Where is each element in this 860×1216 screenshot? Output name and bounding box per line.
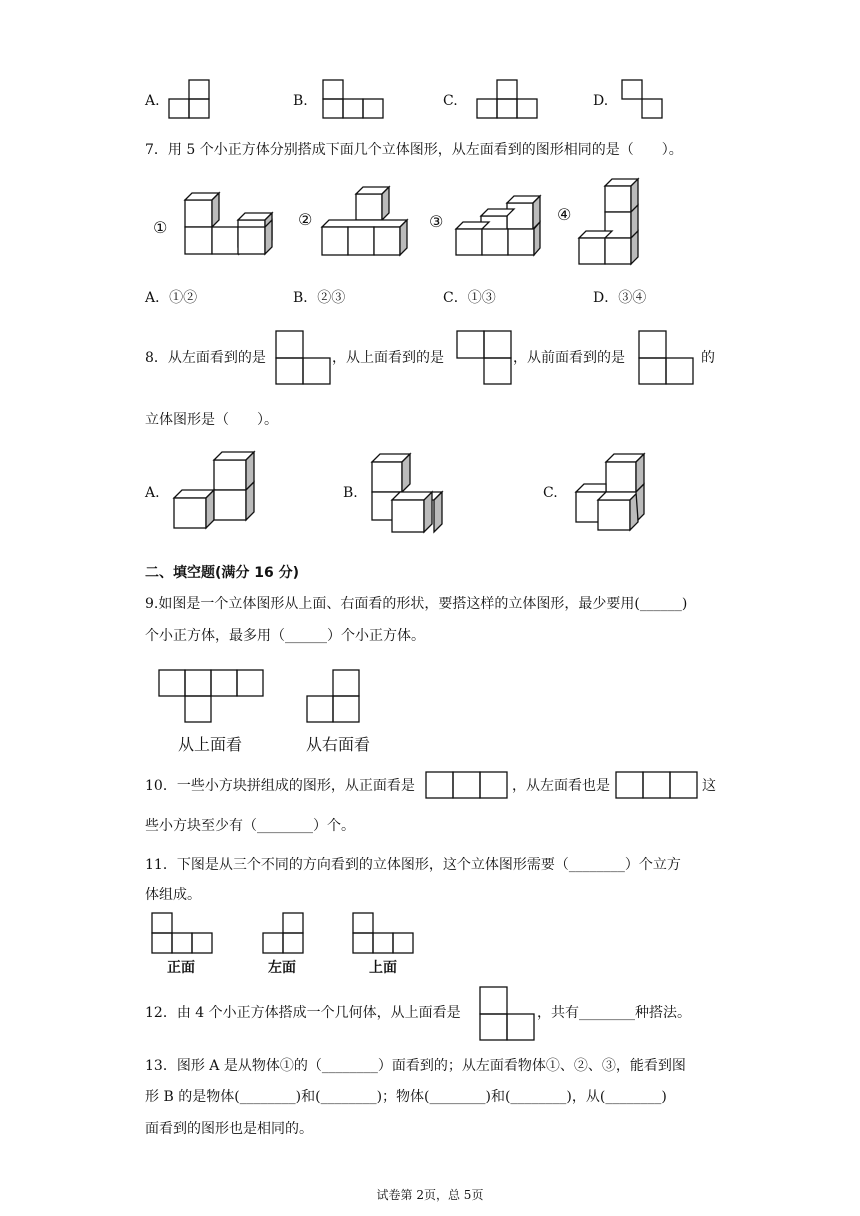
q8-option-b-figure xyxy=(368,448,448,538)
q7-stem: 7．用 5 个小正方体分别搭成下面几个立体图形，从左面看到的图形相同的是（ ）。 xyxy=(145,142,683,158)
q9-right-view xyxy=(306,669,360,723)
q8-top-view xyxy=(456,330,512,386)
q10-front-view xyxy=(425,771,509,799)
q6-option-c-figure xyxy=(476,78,538,120)
q8-option-a-label: A. xyxy=(145,485,160,501)
q11-front-view xyxy=(151,912,215,954)
q9-top-view xyxy=(158,669,264,723)
q9-caption-top: 从上面看 xyxy=(178,735,243,754)
q8-left-view xyxy=(275,330,331,386)
q12-part2: ，共有________种搭法。 xyxy=(537,1005,691,1021)
q7-figure-4 xyxy=(575,176,645,266)
q7-option-b: B．②③ xyxy=(293,290,346,306)
q6-option-a-figure xyxy=(168,78,213,120)
section-2-title: 二、填空题(满分 16 分) xyxy=(145,565,300,581)
q6-option-d-label: D. xyxy=(593,93,609,109)
q11-top-view xyxy=(352,912,416,954)
q7-figure-2 xyxy=(318,182,413,260)
q12-part1: 12．由 4 个小正方体搭成一个几何体，从上面看是 xyxy=(145,1005,461,1021)
q6-option-a-label: A. xyxy=(145,93,160,109)
q6-option-c-label: C. xyxy=(443,93,458,109)
q8-option-c-label: C. xyxy=(543,485,558,501)
q11-left-view xyxy=(262,912,306,954)
q10-part2: ，从左面看也是 xyxy=(512,778,610,794)
q9-line1: 9.如图是一个立体图形从上面、右面看的形状，要搭这样的立体图形，最少要用(______) xyxy=(145,596,688,612)
q6-option-b-figure xyxy=(322,78,384,120)
q10-left-view xyxy=(615,771,699,799)
q8-part4: 的 xyxy=(701,350,715,366)
q12-top-view xyxy=(479,986,535,1042)
q7-figure-3-label: ③ xyxy=(429,212,444,231)
q11-caption-front: 正面 xyxy=(167,960,195,976)
q10-part1: 10．一些小方块拼组成的图形，从正面看是 xyxy=(145,778,415,794)
q13-line1: 13．图形 A 是从物体①的（________）面看到的；从左面看物体①、②、③，能看到图 xyxy=(145,1058,686,1074)
q7-figure-1 xyxy=(180,188,285,258)
q7-figure-1-label: ① xyxy=(153,218,168,237)
q10-part3: 这 xyxy=(702,778,716,794)
q6-option-d-figure xyxy=(621,78,666,120)
q8-line2: 立体图形是（ ）。 xyxy=(145,412,278,428)
q7-option-c: C．①③ xyxy=(443,290,496,306)
q8-option-b-label: B. xyxy=(343,485,358,501)
q8-part3: ，从前面看到的是 xyxy=(513,350,625,366)
page-footer: 试卷第 2页，总 5页 xyxy=(376,1188,484,1202)
q8-part2: ，从上面看到的是 xyxy=(332,350,444,366)
q11-line1: 11．下图是从三个不同的方向看到的立体图形，这个立体图形需要（________）个立方 xyxy=(145,857,681,873)
q6-option-b-label: B. xyxy=(293,93,308,109)
q9-line2: 个小正方体，最多用（______）个小正方体。 xyxy=(145,628,425,644)
q11-line2: 体组成。 xyxy=(145,887,201,903)
q11-caption-left: 左面 xyxy=(268,960,296,976)
q10-line2: 些小方块至少有（________）个。 xyxy=(145,818,355,834)
q7-figure-4-label: ④ xyxy=(557,205,572,224)
q13-line2: 形 B 的是物体(________)和(________)；物体(________)和(________)，从(________) xyxy=(145,1089,667,1105)
q7-figure-2-label: ② xyxy=(298,210,313,229)
q9-caption-right: 从右面看 xyxy=(306,735,371,754)
q8-option-c-figure xyxy=(572,448,652,534)
q7-option-d: D．③④ xyxy=(593,290,647,306)
q13-line3: 面看到的图形也是相同的。 xyxy=(145,1121,313,1137)
q7-figure-3 xyxy=(455,192,545,258)
q8-front-view xyxy=(638,330,694,386)
q7-option-a: A．①② xyxy=(145,290,198,306)
q8-part1: 8．从左面看到的是 xyxy=(145,350,266,366)
q11-caption-top: 上面 xyxy=(369,960,397,976)
q8-option-a-figure xyxy=(170,448,260,534)
